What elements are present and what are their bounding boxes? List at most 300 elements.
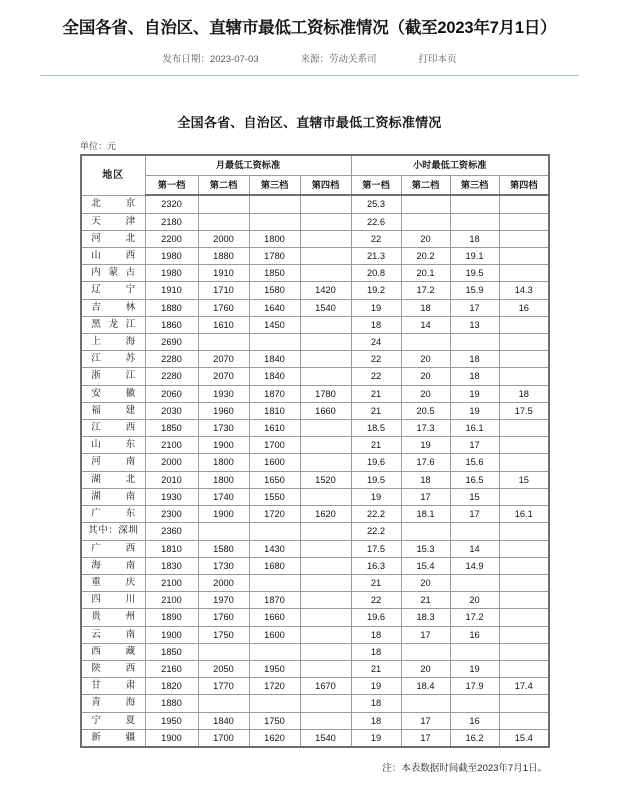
- hourly-tier-1-cell: 21: [351, 385, 401, 402]
- monthly-tier-4-cell: [300, 643, 351, 660]
- monthly-tier-2-cell: 2000: [198, 230, 249, 247]
- column-group-monthly: 月最低工资标准: [145, 155, 351, 176]
- unit-label: 单位：元: [80, 141, 117, 152]
- region-cell: [81, 402, 145, 419]
- monthly-tier-3-cell: 1580: [249, 282, 300, 299]
- monthly-tier-2-cell: 1700: [198, 729, 249, 747]
- table-row: [81, 557, 549, 574]
- monthly-tier-3-cell: 1810: [249, 402, 300, 419]
- monthly-tier-2-cell: 1610: [198, 316, 249, 333]
- monthly-tier-4-cell: [300, 523, 351, 540]
- hourly-tier-3-cell: 17: [450, 299, 499, 316]
- table-row: [81, 592, 549, 609]
- monthly-tier-1-cell: 2100: [145, 574, 198, 591]
- monthly-tier-2-cell: [198, 643, 249, 660]
- region-cell: [81, 437, 145, 454]
- hourly-tier-4-cell: [499, 540, 549, 557]
- hourly-tier-4-cell: [499, 265, 549, 282]
- monthly-tier-4-cell: [300, 230, 351, 247]
- monthly-tier-3-cell: 1600: [249, 454, 300, 471]
- hourly-tier-3-cell: 18: [450, 368, 499, 385]
- region-name: 重 庆: [91, 576, 136, 588]
- monthly-tier-2-cell: [198, 334, 249, 351]
- table-row: [81, 368, 549, 385]
- region-name: 广 西: [91, 542, 136, 554]
- table-row: [81, 506, 549, 523]
- monthly-tier-4-cell: [300, 609, 351, 626]
- column-header-hourly-tier-2: 第二档: [401, 176, 450, 196]
- table-row: [81, 712, 549, 729]
- monthly-tier-3-cell: 1750: [249, 712, 300, 729]
- monthly-tier-4-cell: 1540: [300, 729, 351, 747]
- table-row: [81, 299, 549, 316]
- region-cell: [81, 420, 145, 437]
- monthly-tier-1-cell: 2000: [145, 454, 198, 471]
- monthly-tier-3-cell: 1720: [249, 506, 300, 523]
- region-name: 江 西: [91, 422, 136, 434]
- monthly-tier-3-cell: [249, 643, 300, 660]
- hourly-tier-4-cell: [499, 334, 549, 351]
- column-header-hourly-tier-3: 第三档: [450, 176, 499, 196]
- hourly-tier-3-cell: 19: [450, 402, 499, 419]
- monthly-tier-3-cell: 1950: [249, 660, 300, 677]
- hourly-tier-1-cell: 19.5: [351, 471, 401, 488]
- hourly-tier-1-cell: 22: [351, 230, 401, 247]
- hourly-tier-1-cell: 22: [351, 351, 401, 368]
- monthly-tier-1-cell: 1910: [145, 282, 198, 299]
- hourly-tier-1-cell: 25.3: [351, 195, 401, 213]
- hourly-tier-4-cell: [499, 437, 549, 454]
- hourly-tier-1-cell: 22: [351, 592, 401, 609]
- page-title: 全国各省、自治区、直辖市最低工资标准情况（截至2023年7月1日）: [62, 19, 557, 37]
- monthly-tier-3-cell: 1870: [249, 385, 300, 402]
- monthly-tier-3-cell: 1620: [249, 729, 300, 747]
- table-row: [81, 248, 549, 265]
- monthly-tier-1-cell: 2320: [145, 195, 198, 213]
- hourly-tier-2-cell: [401, 213, 450, 230]
- column-header-region: 地区: [81, 155, 145, 195]
- region-name: 上 海: [91, 336, 136, 348]
- region-name: 新 疆: [91, 731, 136, 743]
- hourly-tier-3-cell: 17.2: [450, 609, 499, 626]
- hourly-tier-1-cell: 19: [351, 488, 401, 505]
- monthly-tier-2-cell: 1910: [198, 265, 249, 282]
- hourly-tier-2-cell: 18.4: [401, 678, 450, 695]
- monthly-tier-1-cell: 2160: [145, 660, 198, 677]
- region-cell: [81, 316, 145, 333]
- table-row: [81, 195, 549, 213]
- hourly-tier-3-cell: [450, 195, 499, 213]
- monthly-tier-1-cell: 1980: [145, 265, 198, 282]
- table-row: [81, 454, 549, 471]
- hourly-tier-2-cell: 17: [401, 626, 450, 643]
- table-row: [81, 334, 549, 351]
- monthly-tier-1-cell: 1900: [145, 729, 198, 747]
- column-group-hourly: 小时最低工资标准: [351, 155, 549, 176]
- region-cell: [81, 660, 145, 677]
- monthly-tier-4-cell: [300, 420, 351, 437]
- monthly-tier-4-cell: [300, 351, 351, 368]
- hourly-tier-2-cell: [401, 195, 450, 213]
- table-tier-header-row: [81, 176, 549, 196]
- monthly-tier-2-cell: 1930: [198, 385, 249, 402]
- hourly-tier-3-cell: [450, 334, 499, 351]
- monthly-tier-3-cell: [249, 195, 300, 213]
- hourly-tier-3-cell: 18: [450, 230, 499, 247]
- hourly-tier-4-cell: [499, 248, 549, 265]
- table-body: [81, 195, 549, 747]
- monthly-tier-1-cell: 1950: [145, 712, 198, 729]
- hourly-tier-4-cell: 16: [499, 299, 549, 316]
- hourly-tier-1-cell: 21.3: [351, 248, 401, 265]
- monthly-tier-2-cell: 1970: [198, 592, 249, 609]
- hourly-tier-4-cell: 14.3: [499, 282, 549, 299]
- hourly-tier-3-cell: 16.5: [450, 471, 499, 488]
- table-row: [81, 282, 549, 299]
- monthly-tier-3-cell: 1660: [249, 609, 300, 626]
- monthly-tier-1-cell: 1830: [145, 557, 198, 574]
- monthly-tier-2-cell: 1760: [198, 299, 249, 316]
- monthly-tier-3-cell: 1780: [249, 248, 300, 265]
- hourly-tier-3-cell: 19.5: [450, 265, 499, 282]
- region-cell: [81, 506, 145, 523]
- hourly-tier-3-cell: 16: [450, 712, 499, 729]
- hourly-tier-1-cell: 19.2: [351, 282, 401, 299]
- print-page-link[interactable]: 打印本页: [418, 54, 457, 66]
- monthly-tier-1-cell: 2280: [145, 368, 198, 385]
- hourly-tier-1-cell: 18: [351, 316, 401, 333]
- hourly-tier-3-cell: 17: [450, 506, 499, 523]
- hourly-tier-4-cell: 17.5: [499, 402, 549, 419]
- hourly-tier-4-cell: 17.4: [499, 678, 549, 695]
- region-name: 吉 林: [91, 301, 136, 313]
- region-name: 其中：深圳: [88, 525, 139, 537]
- region-cell: [81, 712, 145, 729]
- table-row: [81, 230, 549, 247]
- monthly-tier-4-cell: [300, 695, 351, 712]
- table-row: [81, 265, 549, 282]
- hourly-tier-3-cell: 15: [450, 488, 499, 505]
- region-cell: [81, 729, 145, 747]
- monthly-tier-1-cell: 1980: [145, 248, 198, 265]
- hourly-tier-1-cell: 18: [351, 695, 401, 712]
- region-name: 甘 肃: [91, 680, 136, 692]
- table-row: [81, 420, 549, 437]
- monthly-tier-1-cell: 1880: [145, 299, 198, 316]
- hourly-tier-1-cell: 21: [351, 660, 401, 677]
- hourly-tier-1-cell: 18: [351, 626, 401, 643]
- monthly-tier-4-cell: 1670: [300, 678, 351, 695]
- region-cell: [81, 678, 145, 695]
- hourly-tier-2-cell: [401, 523, 450, 540]
- hourly-tier-3-cell: 20: [450, 592, 499, 609]
- monthly-tier-4-cell: [300, 540, 351, 557]
- monthly-tier-4-cell: [300, 265, 351, 282]
- column-header-monthly-tier-1: 第一档: [145, 176, 198, 196]
- column-header-monthly-tier-2: 第二档: [198, 176, 249, 196]
- hourly-tier-1-cell: 19.6: [351, 454, 401, 471]
- hourly-tier-3-cell: 15.6: [450, 454, 499, 471]
- column-header-monthly-tier-4: 第四档: [300, 176, 351, 196]
- region-name: 贵 州: [91, 611, 136, 623]
- region-cell: [81, 471, 145, 488]
- table-footnote: 注：本表数据时间截至2023年7月1日。: [382, 762, 547, 774]
- hourly-tier-4-cell: [499, 488, 549, 505]
- monthly-tier-4-cell: [300, 368, 351, 385]
- monthly-tier-3-cell: 1840: [249, 351, 300, 368]
- monthly-tier-2-cell: 1840: [198, 712, 249, 729]
- table-row: [81, 213, 549, 230]
- monthly-tier-1-cell: 1850: [145, 643, 198, 660]
- monthly-tier-3-cell: 1450: [249, 316, 300, 333]
- monthly-tier-3-cell: 1640: [249, 299, 300, 316]
- monthly-tier-2-cell: 1960: [198, 402, 249, 419]
- hourly-tier-3-cell: 19: [450, 660, 499, 677]
- table-row: [81, 540, 549, 557]
- hourly-tier-4-cell: 15.4: [499, 729, 549, 747]
- monthly-tier-4-cell: 1540: [300, 299, 351, 316]
- region-name: 河 南: [91, 456, 136, 468]
- column-header-hourly-tier-1: 第一档: [351, 176, 401, 196]
- hourly-tier-2-cell: 20.1: [401, 265, 450, 282]
- region-cell: [81, 385, 145, 402]
- monthly-tier-3-cell: [249, 574, 300, 591]
- monthly-tier-1-cell: 2180: [145, 213, 198, 230]
- hourly-tier-4-cell: [499, 351, 549, 368]
- region-cell: [81, 213, 145, 230]
- hourly-tier-4-cell: [499, 523, 549, 540]
- monthly-tier-1-cell: 1930: [145, 488, 198, 505]
- region-cell: [81, 282, 145, 299]
- hourly-tier-4-cell: [499, 643, 549, 660]
- region-name: 河 北: [91, 232, 136, 244]
- region-cell: [81, 488, 145, 505]
- region-cell: [81, 557, 145, 574]
- monthly-tier-2-cell: 1760: [198, 609, 249, 626]
- region-cell: [81, 609, 145, 626]
- hourly-tier-4-cell: [499, 660, 549, 677]
- region-name: 内蒙古: [91, 267, 136, 279]
- hourly-tier-3-cell: 19: [450, 385, 499, 402]
- region-cell: [81, 574, 145, 591]
- hourly-tier-2-cell: 19: [401, 437, 450, 454]
- monthly-tier-3-cell: 1720: [249, 678, 300, 695]
- table-row: [81, 643, 549, 660]
- monthly-tier-4-cell: [300, 334, 351, 351]
- hourly-tier-3-cell: 14: [450, 540, 499, 557]
- monthly-tier-1-cell: 1860: [145, 316, 198, 333]
- hourly-tier-1-cell: 19: [351, 678, 401, 695]
- table-row: [81, 695, 549, 712]
- table-row: [81, 471, 549, 488]
- monthly-tier-2-cell: 1580: [198, 540, 249, 557]
- hourly-tier-3-cell: [450, 574, 499, 591]
- hourly-tier-3-cell: [450, 213, 499, 230]
- monthly-tier-2-cell: 1750: [198, 626, 249, 643]
- hourly-tier-1-cell: 18.5: [351, 420, 401, 437]
- monthly-tier-3-cell: [249, 334, 300, 351]
- monthly-tier-1-cell: 1810: [145, 540, 198, 557]
- monthly-tier-3-cell: 1870: [249, 592, 300, 609]
- hourly-tier-2-cell: 18: [401, 299, 450, 316]
- hourly-tier-2-cell: 18: [401, 471, 450, 488]
- region-name: 陕 西: [91, 662, 136, 674]
- region-cell: [81, 248, 145, 265]
- region-cell: [81, 230, 145, 247]
- region-name: 广 东: [91, 508, 136, 520]
- monthly-tier-2-cell: 1880: [198, 248, 249, 265]
- hourly-tier-3-cell: 13: [450, 316, 499, 333]
- table-row: [81, 437, 549, 454]
- region-name: 山 西: [91, 250, 136, 262]
- region-cell: [81, 695, 145, 712]
- monthly-tier-2-cell: 1900: [198, 437, 249, 454]
- monthly-tier-4-cell: 1780: [300, 385, 351, 402]
- monthly-tier-4-cell: [300, 488, 351, 505]
- region-name: 北 京: [91, 198, 136, 210]
- hourly-tier-4-cell: [499, 557, 549, 574]
- monthly-tier-4-cell: [300, 592, 351, 609]
- hourly-tier-1-cell: 17.5: [351, 540, 401, 557]
- hourly-tier-1-cell: 19: [351, 299, 401, 316]
- monthly-tier-3-cell: [249, 695, 300, 712]
- monthly-tier-1-cell: 2060: [145, 385, 198, 402]
- hourly-tier-1-cell: 19.6: [351, 609, 401, 626]
- monthly-tier-4-cell: [300, 712, 351, 729]
- region-cell: [81, 265, 145, 282]
- monthly-tier-3-cell: 1650: [249, 471, 300, 488]
- table-row: [81, 609, 549, 626]
- monthly-tier-2-cell: 1800: [198, 454, 249, 471]
- monthly-tier-4-cell: [300, 437, 351, 454]
- monthly-tier-1-cell: 2030: [145, 402, 198, 419]
- region-name: 江 苏: [91, 353, 136, 365]
- wage-sheet: [0, 112, 619, 774]
- hourly-tier-2-cell: 17.3: [401, 420, 450, 437]
- hourly-tier-2-cell: 17.6: [401, 454, 450, 471]
- monthly-tier-4-cell: [300, 626, 351, 643]
- hourly-tier-3-cell: 16.2: [450, 729, 499, 747]
- region-name: 安 徽: [91, 387, 136, 399]
- table-row: [81, 316, 549, 333]
- hourly-tier-4-cell: [499, 626, 549, 643]
- table-row: [81, 385, 549, 402]
- hourly-tier-4-cell: [499, 420, 549, 437]
- hourly-tier-2-cell: [401, 334, 450, 351]
- region-cell: [81, 643, 145, 660]
- hourly-tier-1-cell: 22.6: [351, 213, 401, 230]
- hourly-tier-3-cell: [450, 695, 499, 712]
- hourly-tier-2-cell: 17: [401, 712, 450, 729]
- monthly-tier-3-cell: [249, 213, 300, 230]
- monthly-tier-2-cell: 1800: [198, 471, 249, 488]
- monthly-tier-1-cell: 2100: [145, 437, 198, 454]
- hourly-tier-3-cell: 17.9: [450, 678, 499, 695]
- hourly-tier-1-cell: 18: [351, 712, 401, 729]
- table-group-header-row: [81, 155, 549, 176]
- monthly-tier-1-cell: 2690: [145, 334, 198, 351]
- monthly-tier-4-cell: [300, 574, 351, 591]
- table-row: [81, 402, 549, 419]
- monthly-tier-4-cell: 1520: [300, 471, 351, 488]
- hourly-tier-4-cell: [499, 195, 549, 213]
- region-name: 云 南: [91, 628, 136, 640]
- region-name: 西 藏: [91, 645, 136, 657]
- hourly-tier-1-cell: 22.2: [351, 506, 401, 523]
- region-name: 辽 宁: [91, 284, 136, 296]
- region-name: 宁 夏: [91, 714, 136, 726]
- hourly-tier-1-cell: 22: [351, 368, 401, 385]
- minimum-wage-table: [80, 154, 550, 748]
- monthly-tier-2-cell: 2000: [198, 574, 249, 591]
- hourly-tier-1-cell: 22.2: [351, 523, 401, 540]
- hourly-tier-4-cell: [499, 368, 549, 385]
- region-name: 浙 江: [91, 370, 136, 382]
- hourly-tier-2-cell: 15.3: [401, 540, 450, 557]
- hourly-tier-1-cell: 24: [351, 334, 401, 351]
- monthly-tier-4-cell: [300, 195, 351, 213]
- monthly-tier-3-cell: 1850: [249, 265, 300, 282]
- hourly-tier-2-cell: 18.1: [401, 506, 450, 523]
- column-header-hourly-tier-4: 第四档: [499, 176, 549, 196]
- monthly-tier-4-cell: 1620: [300, 506, 351, 523]
- hourly-tier-4-cell: [499, 213, 549, 230]
- monthly-tier-3-cell: 1800: [249, 230, 300, 247]
- monthly-tier-1-cell: 2300: [145, 506, 198, 523]
- region-cell: [81, 523, 145, 540]
- monthly-tier-1-cell: 1880: [145, 695, 198, 712]
- region-name: 湖 北: [91, 473, 136, 485]
- monthly-tier-3-cell: 1840: [249, 368, 300, 385]
- monthly-tier-2-cell: 1730: [198, 557, 249, 574]
- monthly-tier-1-cell: 1890: [145, 609, 198, 626]
- hourly-tier-4-cell: [499, 230, 549, 247]
- hourly-tier-2-cell: 21: [401, 592, 450, 609]
- region-name: 湖 南: [91, 490, 136, 502]
- hourly-tier-4-cell: [499, 316, 549, 333]
- table-row: [81, 626, 549, 643]
- hourly-tier-2-cell: 14: [401, 316, 450, 333]
- hourly-tier-2-cell: 17.2: [401, 282, 450, 299]
- monthly-tier-2-cell: 1740: [198, 488, 249, 505]
- monthly-tier-1-cell: 1820: [145, 678, 198, 695]
- region-cell: [81, 368, 145, 385]
- region-name: 天 津: [91, 215, 136, 227]
- hourly-tier-1-cell: 16.3: [351, 557, 401, 574]
- hourly-tier-3-cell: 19.1: [450, 248, 499, 265]
- monthly-tier-1-cell: 2010: [145, 471, 198, 488]
- monthly-tier-2-cell: [198, 523, 249, 540]
- monthly-tier-2-cell: 1730: [198, 420, 249, 437]
- monthly-tier-2-cell: [198, 695, 249, 712]
- hourly-tier-4-cell: 16.1: [499, 506, 549, 523]
- region-cell: [81, 626, 145, 643]
- region-cell: [81, 334, 145, 351]
- region-cell: [81, 195, 145, 213]
- hourly-tier-2-cell: [401, 695, 450, 712]
- table-row: [81, 523, 549, 540]
- column-header-monthly-tier-3: 第三档: [249, 176, 300, 196]
- sheet-title: 全国各省、自治区、直辖市最低工资标准情况: [177, 115, 442, 131]
- monthly-tier-1-cell: 2280: [145, 351, 198, 368]
- table-row: [81, 678, 549, 695]
- hourly-tier-3-cell: [450, 523, 499, 540]
- hourly-tier-1-cell: 20.8: [351, 265, 401, 282]
- hourly-tier-3-cell: 14.9: [450, 557, 499, 574]
- hourly-tier-2-cell: 20: [401, 230, 450, 247]
- region-name: 海 南: [91, 559, 136, 571]
- hourly-tier-4-cell: [499, 712, 549, 729]
